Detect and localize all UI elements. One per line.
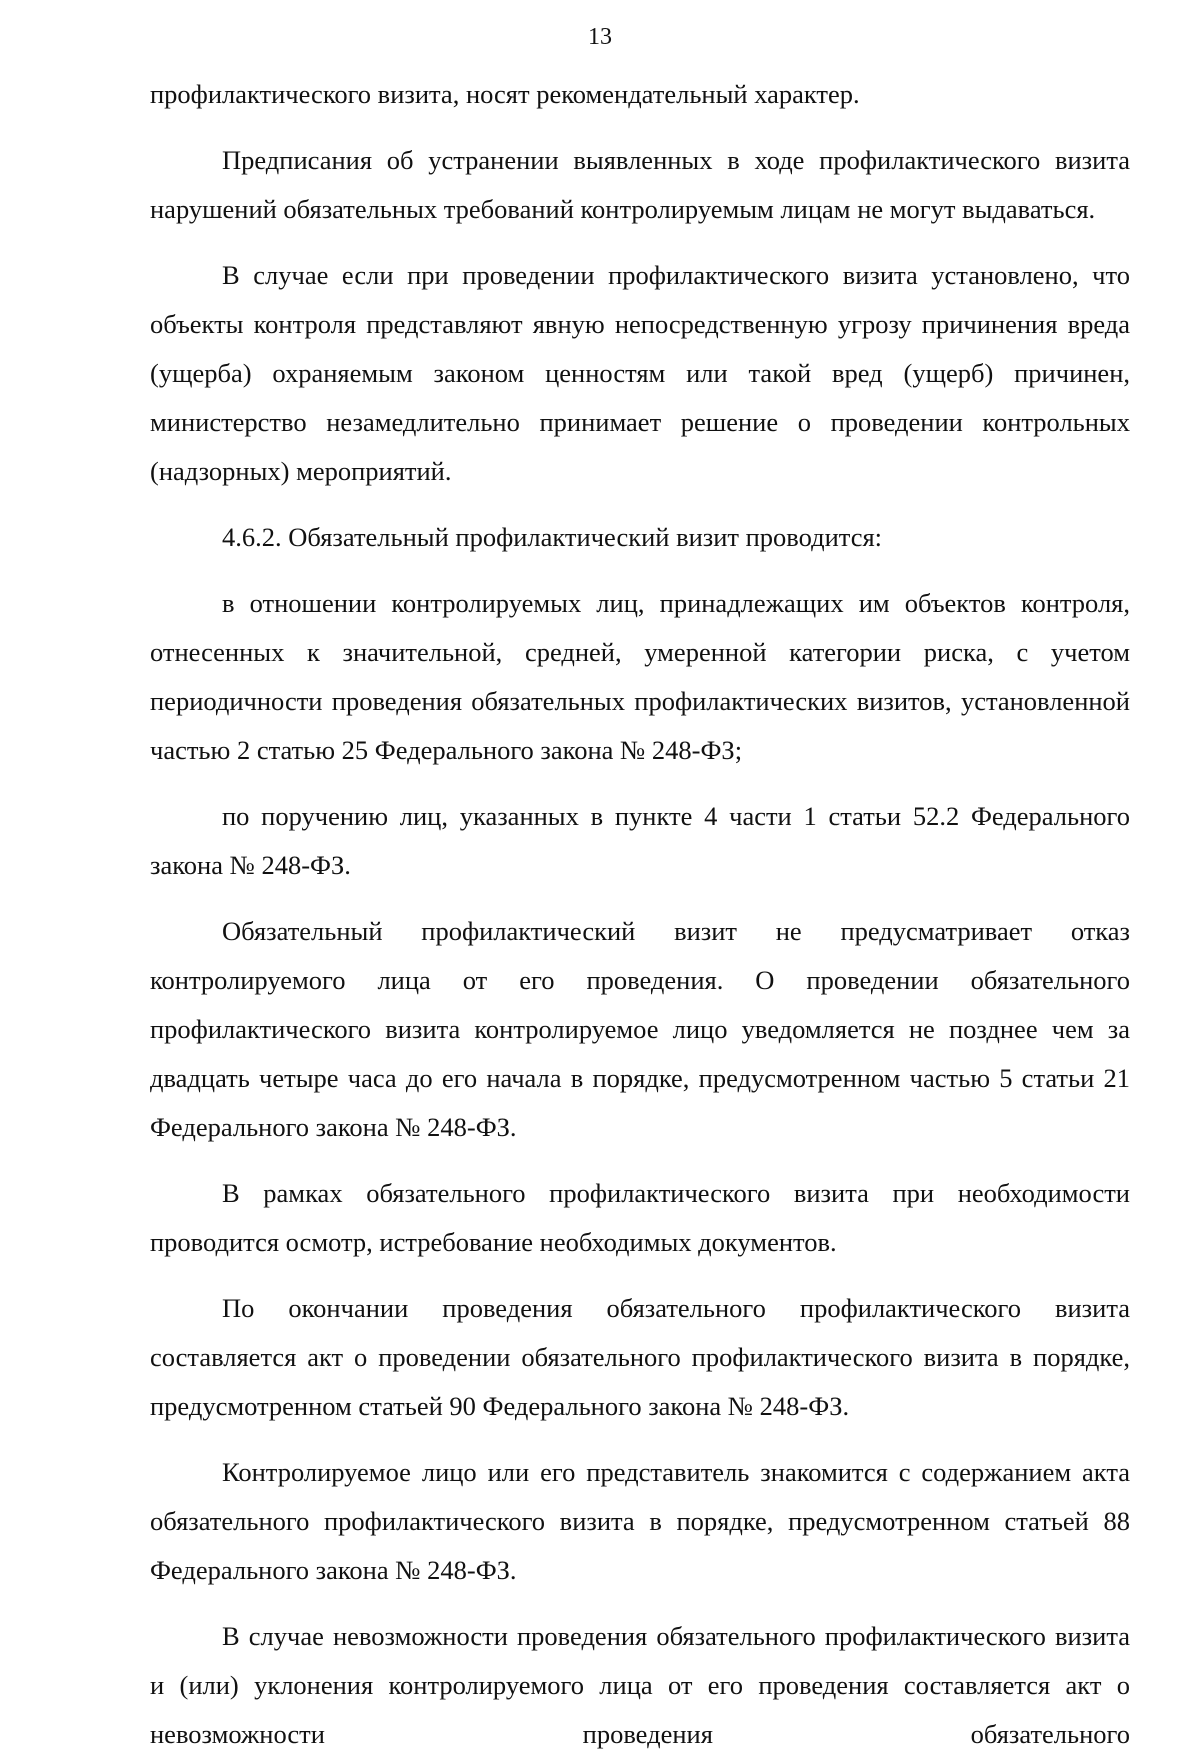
paragraph-5: в отношении контролируемых лиц, принадлежащих им объектов контроля, отнесенных к значительной, средней, умеренной категории риска, с учетом периодичности проведения обязательных профилактических визитов, установленной частью 2 статью 25 Федерального закона № 248-ФЗ;	[150, 588, 1130, 765]
paragraph-1: профилактического визита, носят рекомендательный характер.	[150, 79, 860, 109]
paragraph-2: Предписания об устранении выявленных в ходе профилактического визита нарушений обязательных требований контролируемым лицам не могут выдаваться.	[150, 145, 1130, 224]
page-number: 13	[588, 24, 612, 50]
paragraph-8: В рамках обязательного профилактического визита при необходимости проводится осмотр, истребование необходимых документов.	[150, 1178, 1130, 1257]
paragraph-7: Обязательный профилактический визит не предусматривает отказ контролируемого лица от его проведения. О проведении обязательного профилактического визита контролируемое лицо уведомляется не позднее чем за двадцать четыре часа до его начала в порядке, предусмотренном частью 5 статьи 21 Федерального закона № 248-ФЗ.	[150, 916, 1130, 1142]
paragraph-11: В случае невозможности проведения обязательного профилактического визита и (или) уклонения контролируемого лица от его проведения составляется акт о невозможности проведения обязательного	[150, 1621, 1130, 1749]
paragraph-3: В случае если при проведении профилактического визита установлено, что объекты контроля представляют явную непосредственную угрозу причинения вреда (ущерба) охраняемым законом ценностям или такой вред (ущерб) причинен, министерство незамедлительно принимает решение о проведении контрольных (надзорных) мероприятий.	[150, 260, 1130, 486]
document-body	[150, 70, 1130, 1759]
paragraph-6: по поручению лиц, указанных в пункте 4 части 1 статьи 52.2 Федерального закона № 248-ФЗ.	[150, 801, 1130, 880]
paragraph-10: Контролируемое лицо или его представитель знакомится с содержанием акта обязательного профилактического визита в порядке, предусмотренном статьей 88 Федерального закона № 248-ФЗ.	[150, 1457, 1130, 1585]
paragraph-4: 4.6.2. Обязательный профилактический визит проводится:	[222, 522, 883, 552]
paragraph-9: По окончании проведения обязательного профилактического визита составляется акт о проведении обязательного профилактического визита в порядке, предусмотренном статьей 90 Федерального закона № 248-ФЗ.	[150, 1293, 1130, 1421]
